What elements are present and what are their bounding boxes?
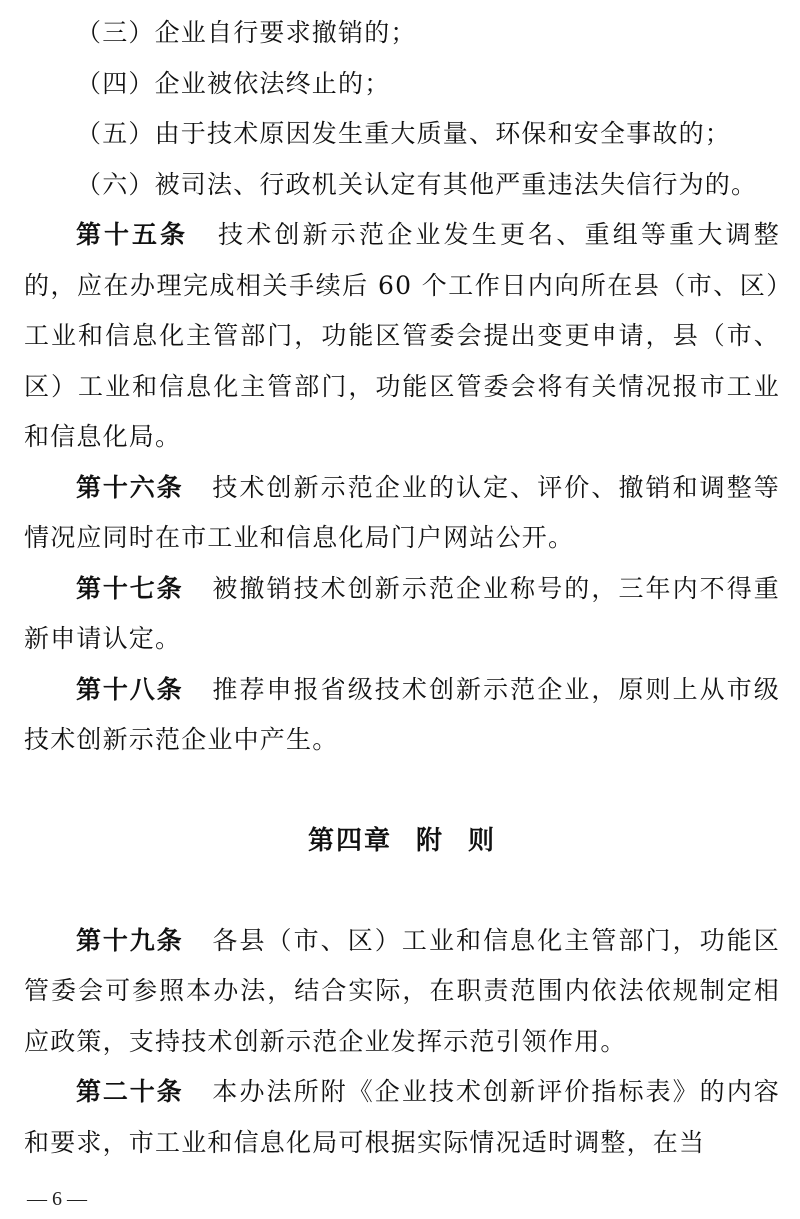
- article-17: [24, 564, 780, 665]
- article-label: 第十五条: [76, 220, 188, 249]
- article-text: 本办法所附《企业技术创新评价指标表》的内容和要求，市工业和信息化局可根据实际情况适时调整，在当: [24, 1077, 780, 1157]
- article-text: 被撤销技术创新示范企业称号的，三年内不得重新申请认定。: [24, 573, 780, 653]
- article-15: [24, 210, 780, 463]
- article-text: 各县（市、区）工业和信息化主管部门，功能区管委会可参照本办法，结合实际，在职责范围内依法依规制定相应政策，支持技术创新示范企业发挥示范引领作用。: [24, 925, 780, 1056]
- article-20: [24, 1067, 780, 1168]
- clause-3: （三）企业自行要求撤销的；: [76, 18, 417, 47]
- clause-5: （五）由于技术原因发生重大质量、环保和安全事故的；: [76, 119, 732, 148]
- chapter-title-1: 附: [415, 825, 444, 856]
- document-page: [24, 8, 780, 1168]
- chapter-heading: [24, 815, 780, 867]
- article-text: 技术创新示范企业发生更名、重组等重大调整的，应在办理完成相关手续后 60 个工作日内向所在县（市、区）工业和信息化主管部门，功能区管委会提出变更申请，县（市、区）工业和信息化主管部门，功能区管委会将有关情况报市工业和信息化局。: [24, 220, 780, 451]
- article-label: 第十九条: [76, 925, 184, 955]
- article-16: [24, 463, 780, 564]
- article-label: 第二十条: [76, 1077, 184, 1106]
- chapter-number: 第四章: [307, 825, 392, 856]
- article-text: 技术创新示范企业的认定、评价、撤销和调整等情况应同时在市工业和信息化局门户网站公开。: [24, 472, 780, 552]
- article-19: [24, 916, 780, 1068]
- article-18: [24, 665, 780, 766]
- page-number: — 6 —: [27, 1188, 87, 1210]
- clause-4: （四）企业被依法终止的；: [76, 68, 391, 98]
- chapter-title-2: 则: [468, 825, 497, 856]
- article-label: 第十八条: [76, 674, 184, 704]
- article-text: 推荐申报省级技术创新示范企业，原则上从市级技术创新示范企业中产生。: [24, 674, 780, 754]
- clause-6: （六）被司法、行政机关认定有其他严重违法失信行为的。: [76, 169, 758, 199]
- article-label: 第十六条: [76, 472, 184, 502]
- article-label: 第十七条: [76, 573, 184, 603]
